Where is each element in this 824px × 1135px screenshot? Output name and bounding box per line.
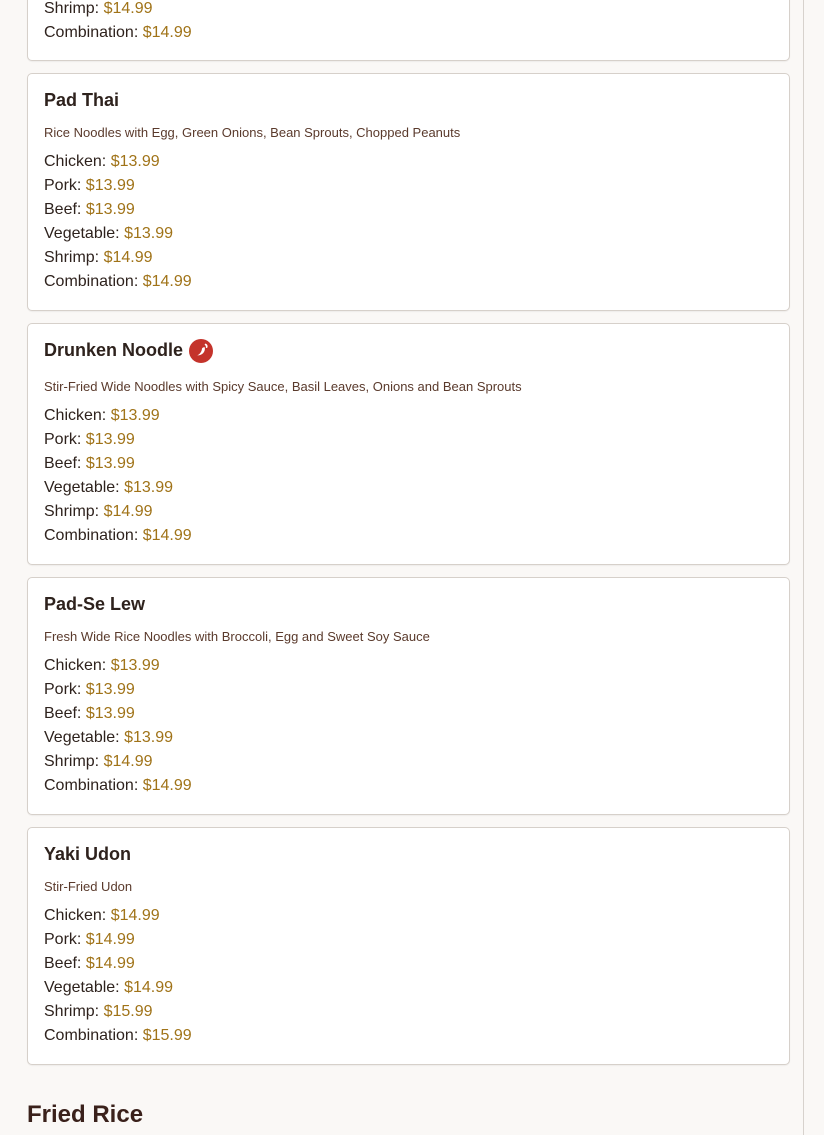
price-label: Pork: [44,177,82,194]
price-label: Combination: [44,1027,139,1044]
price-row [44,654,160,678]
price-value: $15.99 [142,1027,192,1044]
price-value: $15.99 [103,1003,153,1020]
price-row [44,21,192,45]
price-value: $14.99 [142,273,192,290]
price-row [44,1000,153,1024]
price-label: Combination: [44,527,139,544]
price-row [44,404,160,428]
price-row [44,452,135,476]
price-label: Vegetable: [44,479,120,496]
price-label: Chicken: [44,153,107,170]
price-row [44,702,135,726]
price-row [44,976,173,1000]
price-value: $13.99 [124,729,174,746]
menu-item-title: Yaki Udon [44,844,132,864]
price-value: $13.99 [85,705,135,722]
price-row [44,750,153,774]
price-row [44,726,173,750]
price-value: $13.99 [124,479,174,496]
price-label: Beef: [44,705,82,722]
price-label: Shrimp: [44,753,100,770]
price-row [44,928,135,952]
price-row [44,150,160,174]
menu-item-card [27,0,790,61]
price-value: $14.99 [103,503,153,520]
price-row [44,476,173,500]
price-label: Combination: [44,24,139,41]
price-label: Shrimp: [44,0,100,17]
price-row [44,524,192,548]
price-value: $13.99 [110,657,160,674]
menu-item-title: Pad-Se Lew [44,594,146,614]
menu-item-card-yaki-udon[interactable] [27,827,790,1065]
menu-item-description: Fresh Wide Rice Noodles with Broccoli, Egg and Sweet Soy Sauce [44,629,430,644]
price-row [44,500,153,524]
menu-item-description: Stir-Fried Wide Noodles with Spicy Sauce, Basil Leaves, Onions and Bean Sprouts [44,379,522,394]
price-row [44,0,153,21]
price-label: Chicken: [44,907,107,924]
price-label: Beef: [44,455,82,472]
section-title-fried-rice: Fried Rice [27,1101,144,1128]
price-value: $14.99 [103,0,153,17]
menu-item-title: Pad Thai [44,90,120,110]
menu-item-title: Drunken Noodle [44,340,184,360]
price-value: $13.99 [110,407,160,424]
price-value: $13.99 [110,153,160,170]
price-label: Vegetable: [44,979,120,996]
price-label: Beef: [44,201,82,218]
price-label: Shrimp: [44,249,100,266]
menu-item-card-pad-se-lew[interactable] [27,577,790,815]
price-label: Combination: [44,273,139,290]
price-label: Vegetable: [44,729,120,746]
price-value: $14.99 [142,24,192,41]
price-label: Shrimp: [44,1003,100,1020]
price-label: Shrimp: [44,503,100,520]
chili-pepper-icon [189,339,213,363]
price-value: $13.99 [85,177,135,194]
price-label: Vegetable: [44,225,120,242]
price-row [44,222,173,246]
price-value: $14.99 [85,955,135,972]
menu-item-card-pad-thai[interactable] [27,73,790,311]
menu-item-description: Rice Noodles with Egg, Green Onions, Bean Sprouts, Chopped Peanuts [44,125,461,140]
price-row [44,174,135,198]
price-row [44,270,192,294]
price-value: $13.99 [85,201,135,218]
price-row [44,952,135,976]
price-label: Pork: [44,431,82,448]
menu-item-description: Stir-Fried Udon [44,879,133,894]
price-label: Chicken: [44,657,107,674]
price-value: $14.99 [142,527,192,544]
price-value: $13.99 [85,431,135,448]
price-value: $13.99 [85,455,135,472]
price-value: $13.99 [85,681,135,698]
price-label: Beef: [44,955,82,972]
price-row [44,198,135,222]
price-value: $14.99 [103,249,153,266]
price-row [44,678,135,702]
price-value: $14.99 [85,931,135,948]
price-label: Chicken: [44,407,107,424]
price-row [44,246,153,270]
price-value: $14.99 [103,753,153,770]
price-row [44,428,135,452]
price-label: Combination: [44,777,139,794]
price-row [44,774,192,798]
price-value: $14.99 [124,979,174,996]
price-row [44,1024,192,1048]
price-value: $14.99 [142,777,192,794]
price-value: $13.99 [124,225,174,242]
price-label: Pork: [44,681,82,698]
price-label: Pork: [44,931,82,948]
menu-item-card-drunken-noodle[interactable] [27,323,790,565]
price-row [44,904,160,928]
price-value: $14.99 [110,907,160,924]
